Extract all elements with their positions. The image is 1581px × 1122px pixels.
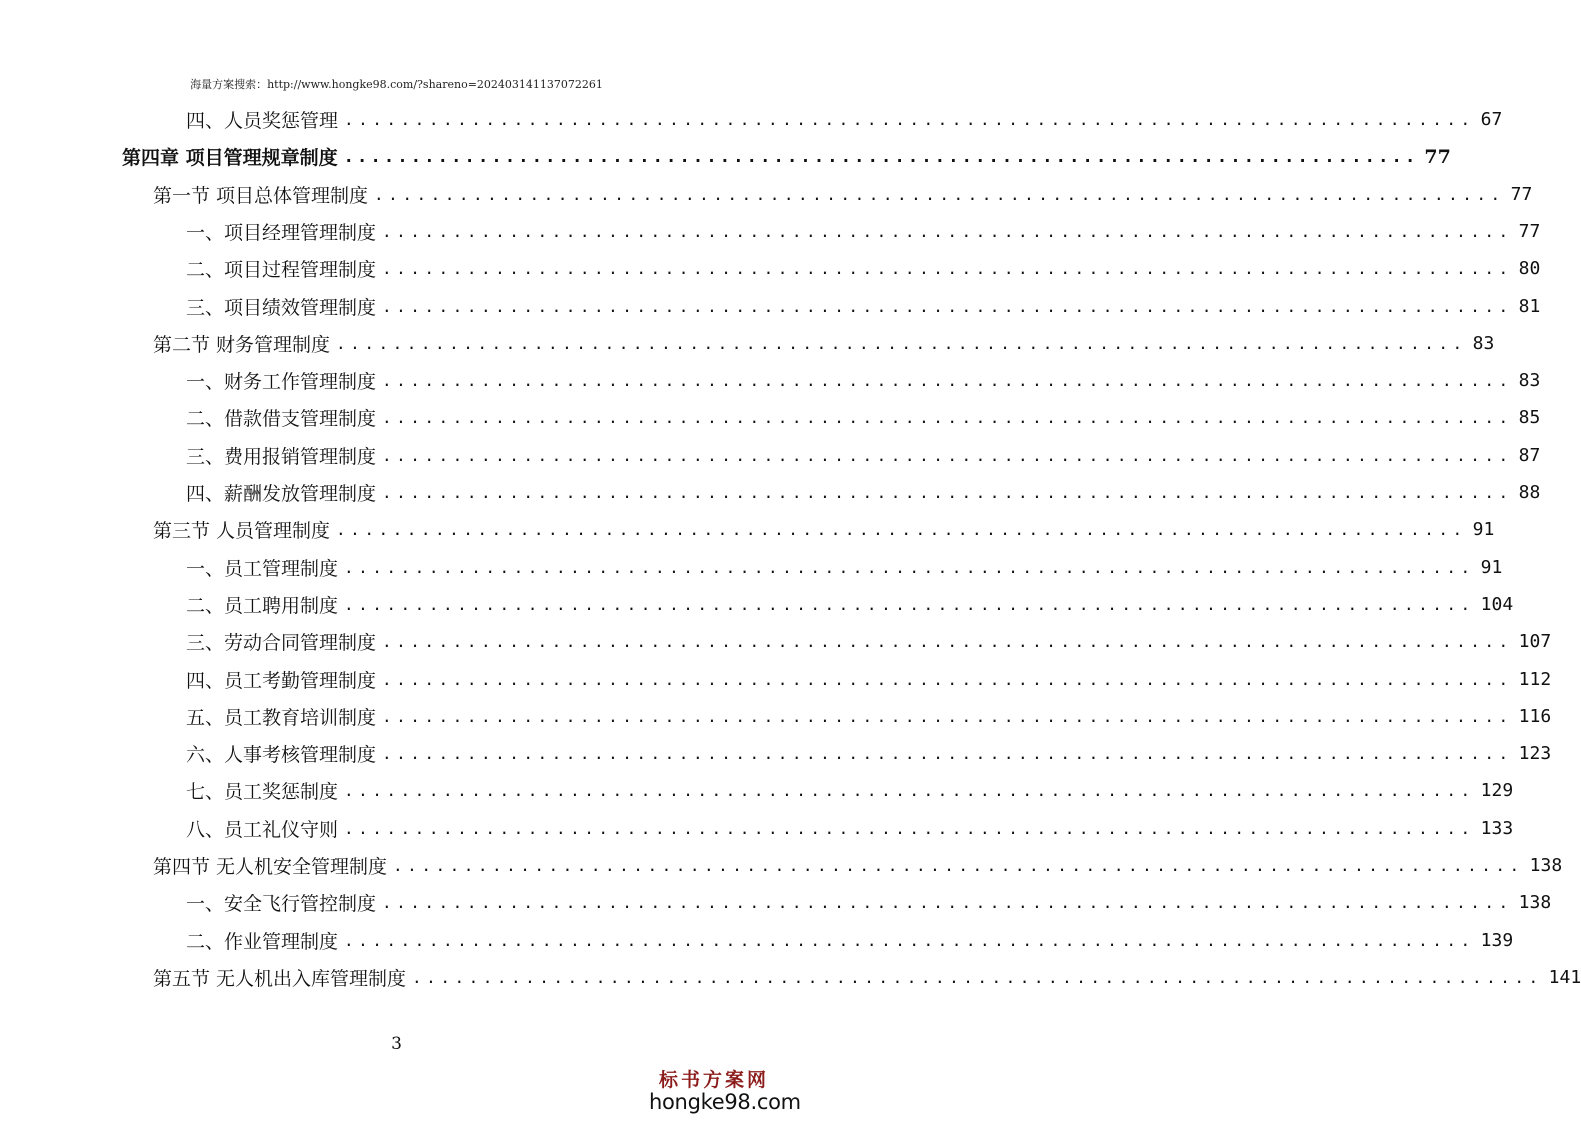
toc-entry-page: 91 (1480, 556, 1503, 578)
toc-dot-leader: ................................................................................ (344, 781, 1475, 801)
toc-entry[interactable] (122, 138, 1451, 175)
toc-entry-title: 一、项目经理管理制度 (186, 221, 377, 244)
toc-entry[interactable] (186, 735, 1552, 772)
toc-dot-leader: ................................................................................ (382, 706, 1513, 726)
toc-entry-title: 三、费用报销管理制度 (186, 445, 377, 468)
watermark-en: hongke98.com (649, 1089, 801, 1114)
toc-entry[interactable] (186, 250, 1541, 287)
toc-entry-page: 116 (1518, 705, 1552, 727)
toc-entry-title: 第一节 项目总体管理制度 (153, 184, 369, 207)
toc-entry[interactable] (186, 101, 1503, 138)
toc-entry[interactable] (153, 511, 1495, 548)
toc-entry-title: 一、安全飞行管控制度 (186, 893, 377, 916)
toc-entry-page: 77 (1518, 220, 1541, 242)
toc-dot-leader: ................................................................................ (382, 259, 1513, 279)
toc-dot-leader: ................................................................................ (382, 221, 1513, 241)
toc-dot-leader: ................................................................................ (382, 371, 1513, 391)
toc-entry-page: 67 (1480, 109, 1503, 130)
toc-entry-page: 81 (1518, 295, 1541, 317)
toc-entry-title: 第五节 无人机出入库管理制度 (153, 967, 407, 990)
toc-entry[interactable] (186, 810, 1514, 847)
toc-dot-leader: ................................................................................ (382, 669, 1513, 689)
toc-entry-page: 80 (1518, 258, 1541, 280)
toc-dot-leader: ................................................................................ (344, 930, 1475, 950)
toc-entry[interactable] (186, 884, 1552, 921)
toc-dot-leader: ................................................................................ (393, 856, 1524, 875)
page-number: 3 (391, 1034, 402, 1054)
toc-entry-page: 123 (1518, 743, 1552, 765)
toc-entry-page: 91 (1472, 519, 1495, 541)
toc-entry[interactable] (186, 437, 1541, 474)
toc-entry[interactable] (153, 176, 1533, 213)
header-url: 海量方案搜索：http://www.hongke98.com/?shareno=202403141137072261 (190, 78, 603, 91)
toc-entry-page: 83 (1518, 370, 1541, 392)
toc-entry-title: 四、薪酬发放管理制度 (186, 483, 377, 505)
toc-entry-page: 87 (1518, 444, 1541, 466)
toc-entry[interactable] (186, 213, 1541, 250)
toc-entry[interactable] (186, 922, 1514, 959)
toc-dot-leader: ................................................................................ (382, 893, 1513, 913)
toc-entry-title: 三、项目绩效管理制度 (186, 296, 377, 319)
toc-dot-leader: ................................................................................ (382, 483, 1513, 502)
toc-entry[interactable] (186, 623, 1552, 660)
toc-entry-page: 138 (1529, 855, 1563, 876)
toc-entry-title: 第四章 项目管理规章制度 (122, 147, 338, 170)
toc-entry-page: 129 (1480, 780, 1514, 802)
toc-entry-page: 85 (1518, 407, 1541, 429)
toc-entry-page: 141 (1548, 966, 1581, 988)
toc-dot-leader: ................................................................................ (344, 110, 1475, 129)
toc-dot-leader: ................................................................................ (344, 557, 1475, 577)
toc-entry[interactable] (153, 959, 1581, 996)
toc-entry-page: 104 (1480, 593, 1514, 615)
watermark-logo (649, 1069, 801, 1114)
toc-entry-title: 四、人员奖惩管理 (186, 110, 339, 132)
toc-entry[interactable] (186, 772, 1514, 809)
toc-dot-leader: ................................................................................ (374, 184, 1505, 204)
toc-entry[interactable] (186, 698, 1552, 735)
toc-entry-page: 83 (1472, 332, 1495, 354)
toc-dot-leader: ................................................................................ (382, 408, 1513, 428)
toc-dot-leader: ................................................................................ (343, 146, 1419, 167)
toc-entry-page: 138 (1518, 892, 1552, 914)
toc-entry-title: 第四节 无人机安全管理制度 (153, 856, 388, 878)
toc-dot-leader: ................................................................................ (344, 594, 1475, 614)
toc-entry[interactable] (186, 362, 1541, 399)
toc-entry-title: 二、员工聘用制度 (186, 594, 339, 617)
toc-entry-title: 一、员工管理制度 (186, 557, 339, 580)
toc-entry-page: 133 (1480, 817, 1514, 839)
toc-entry-page: 112 (1518, 668, 1552, 690)
toc-entry-title: 三、劳动合同管理制度 (186, 632, 377, 655)
toc-entry-title: 二、作业管理制度 (186, 930, 339, 953)
toc-entry-page: 77 (1510, 183, 1533, 205)
toc-dot-leader: ................................................................................ (382, 296, 1513, 316)
toc-entry-page: 88 (1518, 482, 1541, 503)
toc-dot-leader: ................................................................................ (382, 445, 1513, 465)
toc-dot-leader: ................................................................................ (382, 632, 1513, 652)
toc-dot-leader: ................................................................................ (344, 818, 1475, 838)
toc-entry[interactable] (186, 399, 1541, 436)
toc-entry[interactable] (153, 847, 1563, 884)
toc-dot-leader: ................................................................................ (412, 967, 1543, 987)
toc-entry-title: 五、员工教育培训制度 (186, 706, 377, 729)
toc-entry-page: 77 (1424, 145, 1451, 168)
toc-entry-page: 139 (1480, 929, 1514, 951)
toc-dot-leader: ................................................................................ (382, 744, 1513, 764)
toc-entry-title: 二、项目过程管理制度 (186, 259, 377, 282)
toc-entry[interactable] (186, 474, 1541, 511)
toc-entry-title: 第二节 财务管理制度 (153, 333, 331, 356)
toc-entry[interactable] (153, 325, 1495, 362)
toc-entry-title: 八、员工礼仪守则 (186, 818, 339, 841)
toc-dot-leader: ................................................................................ (336, 520, 1467, 540)
toc-entry[interactable] (186, 549, 1503, 586)
toc-entry-title: 二、借款借支管理制度 (186, 408, 377, 431)
toc-entry-title: 四、员工考勤管理制度 (186, 669, 377, 692)
toc-entry[interactable] (186, 288, 1541, 325)
toc-dot-leader: ................................................................................ (336, 333, 1467, 353)
toc-entry-title: 六、人事考核管理制度 (186, 744, 377, 767)
watermark-cn: 标书方案网 (658, 1069, 769, 1092)
toc-entry[interactable] (186, 586, 1514, 623)
toc-entry-title: 第三节 人员管理制度 (153, 520, 331, 543)
toc-entry[interactable] (186, 661, 1552, 698)
toc-entry-page: 107 (1518, 631, 1552, 653)
toc-entry-title: 七、员工奖惩制度 (186, 781, 339, 804)
toc-entry-title: 一、财务工作管理制度 (186, 371, 377, 394)
